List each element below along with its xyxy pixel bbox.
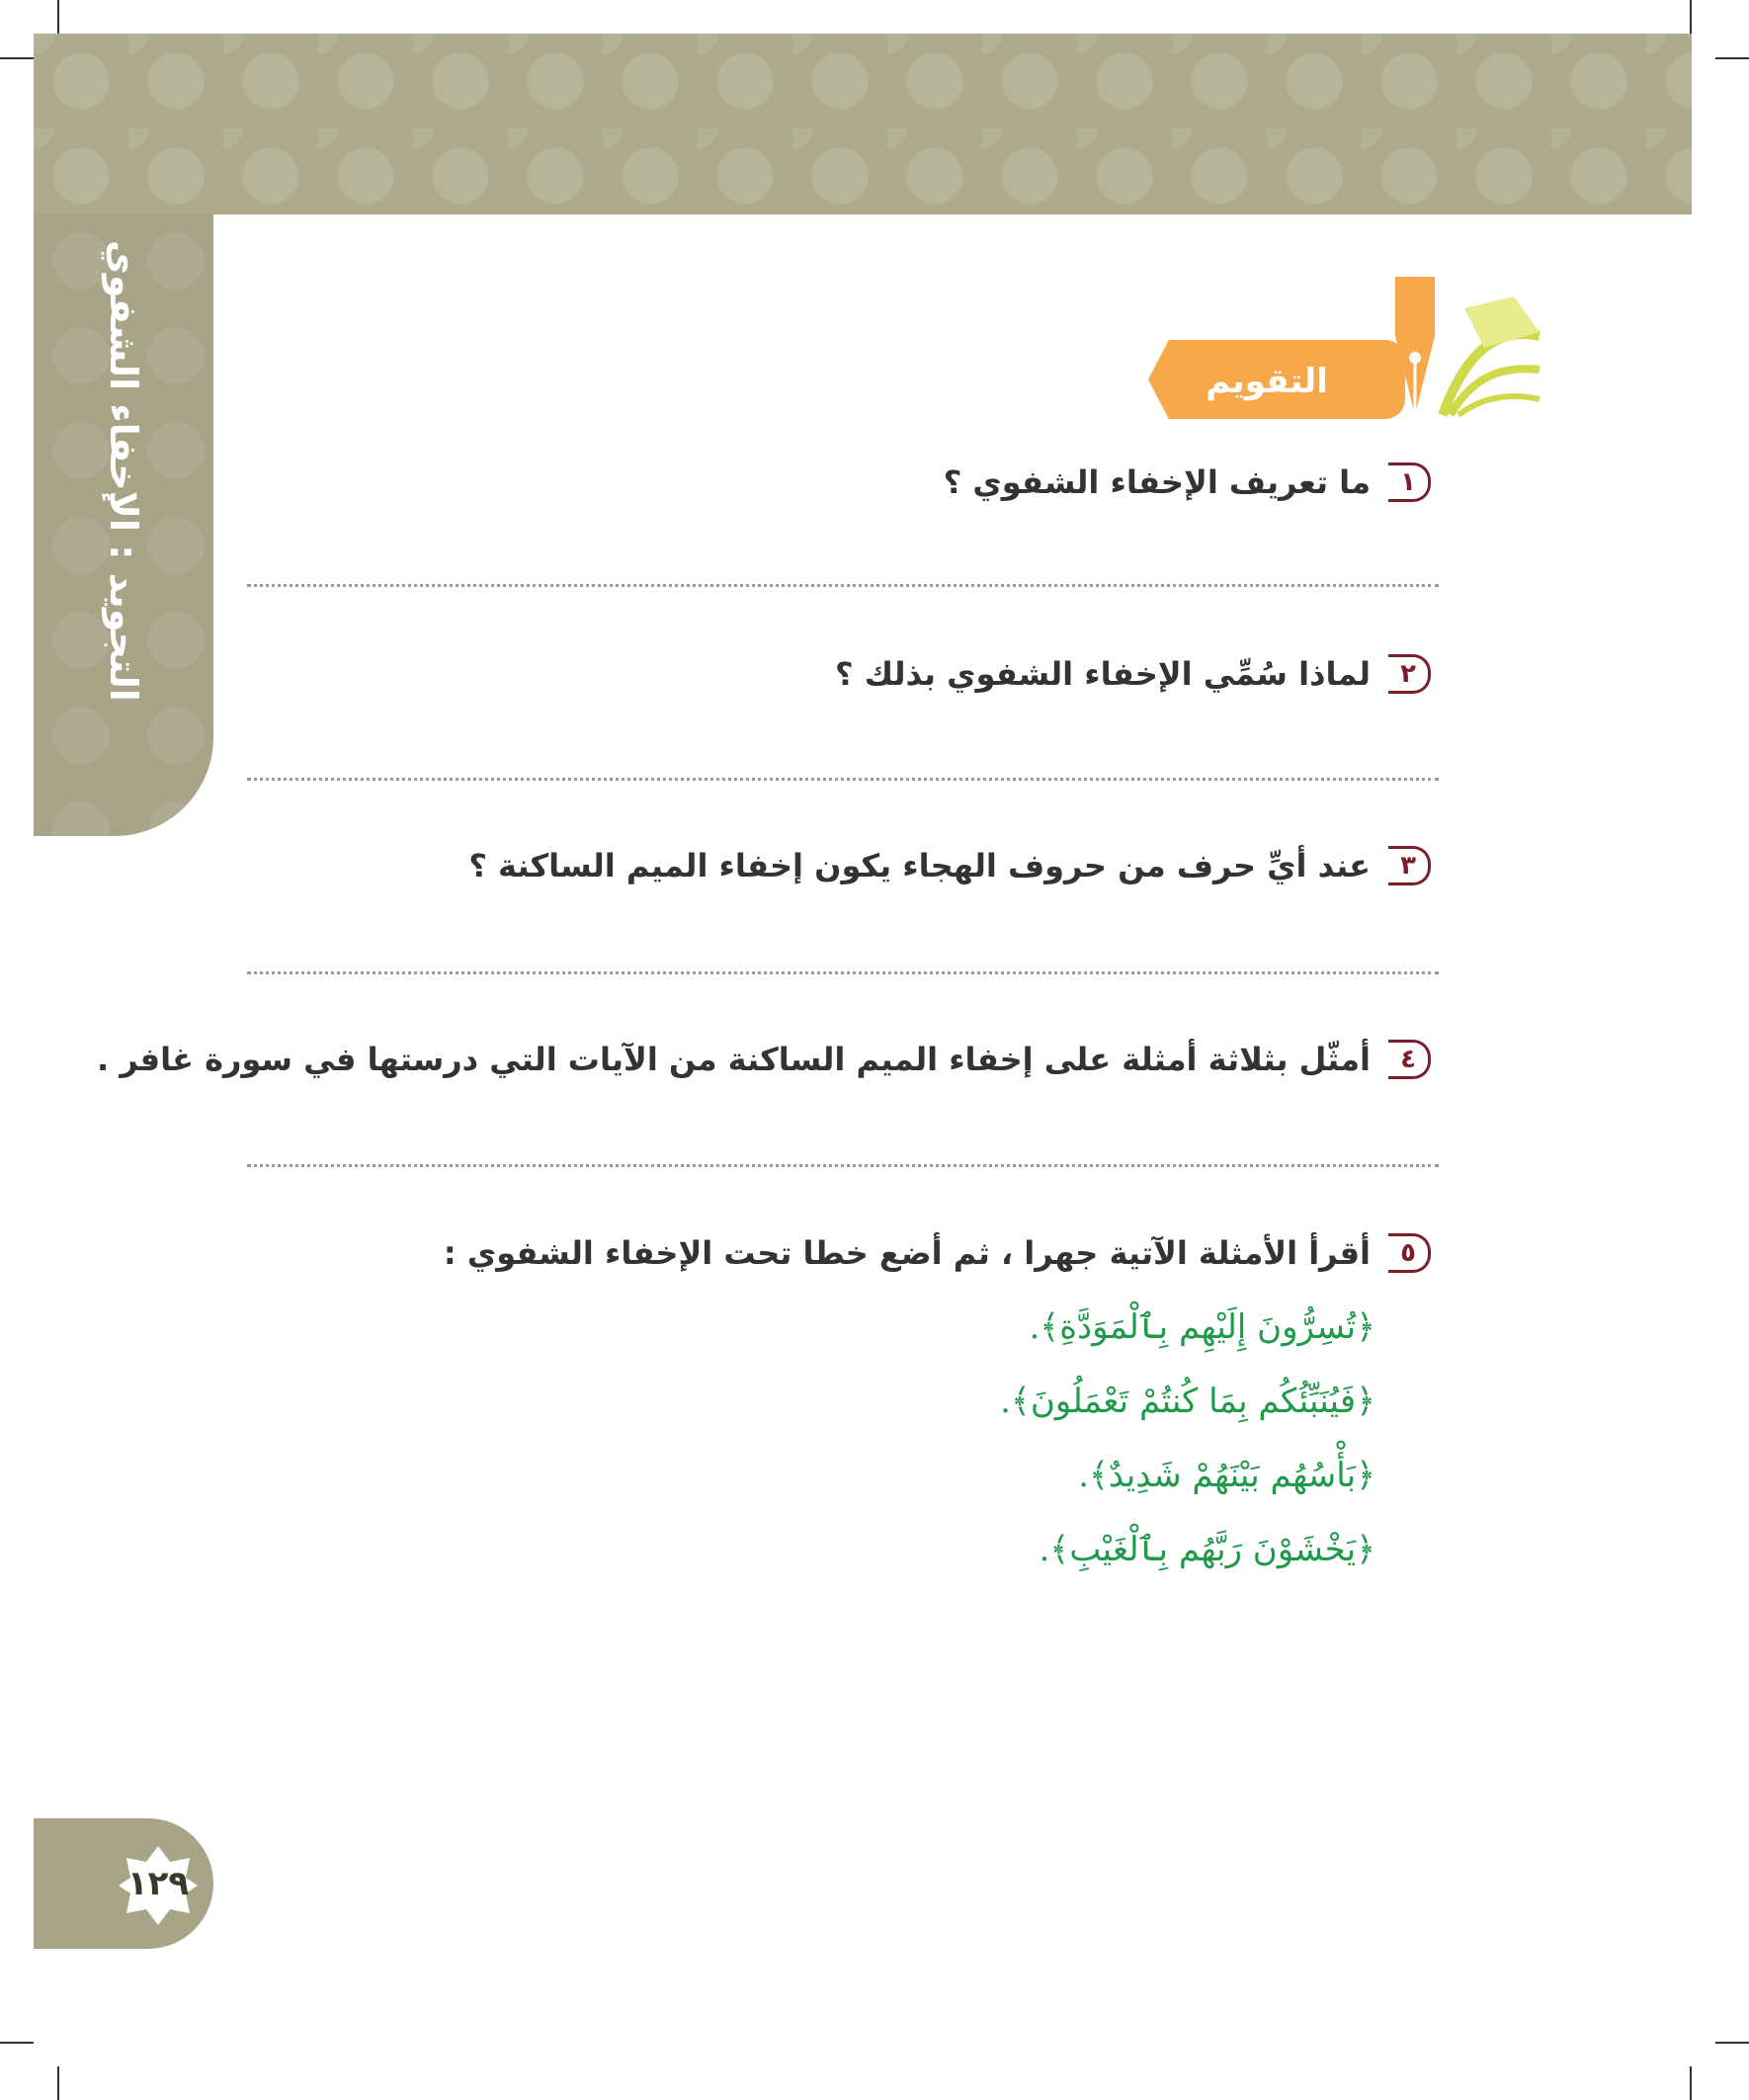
question-number: ٥ <box>1388 1233 1431 1273</box>
crop-mark <box>57 2066 59 2100</box>
answer-line[interactable] <box>247 971 1439 974</box>
question-5 <box>444 1233 1431 1273</box>
question-2 <box>835 654 1431 694</box>
question-text: أمثّل بثلاثة أمثلة على إخفاء الميم الساكنة من الآيات التي درستها في سورة غافر . <box>96 1041 1371 1078</box>
answer-line[interactable] <box>247 1164 1439 1167</box>
question-text: أقرأ الأمثلة الآتية جهرا ، ثم أضع خطا تحت الإخفاء الشفوي : <box>443 1234 1371 1272</box>
crop-mark <box>0 57 34 59</box>
answer-line[interactable] <box>247 778 1439 781</box>
question-4 <box>97 1040 1431 1079</box>
question-number: ٤ <box>1388 1040 1431 1079</box>
crop-mark <box>57 0 59 34</box>
crop-mark <box>1715 2042 1749 2044</box>
chapter-title-wrapper <box>34 213 213 727</box>
question-text: لماذا سُمِّي الإخفاء الشفوي بذلك ؟ <box>835 655 1371 693</box>
question-text: عند أيِّ حرف من حروف الهجاء يكون إخفاء الميم الساكنة ؟ <box>468 847 1371 884</box>
crop-mark <box>1715 57 1749 59</box>
pen-nib-icon <box>1356 267 1543 425</box>
page-number: ١٢٩ <box>126 1864 190 1903</box>
header-band <box>34 34 1692 214</box>
question-number: ٣ <box>1388 846 1431 885</box>
chapter-title: التجويد : الإخفاء الشفوي <box>102 239 145 702</box>
verse-example: ﴿تُسِرُّونَ إِلَيْهِم بِٱلْمَوَدَّةِ﴾. <box>1029 1307 1375 1347</box>
chapter-sidebar <box>34 213 213 836</box>
verse-example: ﴿بَأْسُهُم بَيْنَهُمْ شَدِيدٌ﴾. <box>1078 1456 1375 1495</box>
verse-example: ﴿فَيُنَبِّئُكُم بِمَا كُنتُمْ تَعْمَلُونَ﴾. <box>1000 1382 1375 1421</box>
verse-example: ﴿يَخْشَوْنَ رَبَّهُم بِٱلْغَيْبِ﴾. <box>1039 1530 1375 1569</box>
section-badge-label: التقويم <box>1206 362 1328 401</box>
crop-mark <box>0 2042 34 2044</box>
question-1 <box>944 462 1431 502</box>
question-3 <box>468 846 1431 885</box>
question-text: ما تعريف الإخفاء الشفوي ؟ <box>943 463 1371 501</box>
crop-mark <box>1690 2066 1692 2100</box>
question-number: ١ <box>1388 462 1431 502</box>
answer-line[interactable] <box>247 584 1439 587</box>
crop-mark <box>1690 0 1692 34</box>
question-number: ٢ <box>1388 654 1431 694</box>
